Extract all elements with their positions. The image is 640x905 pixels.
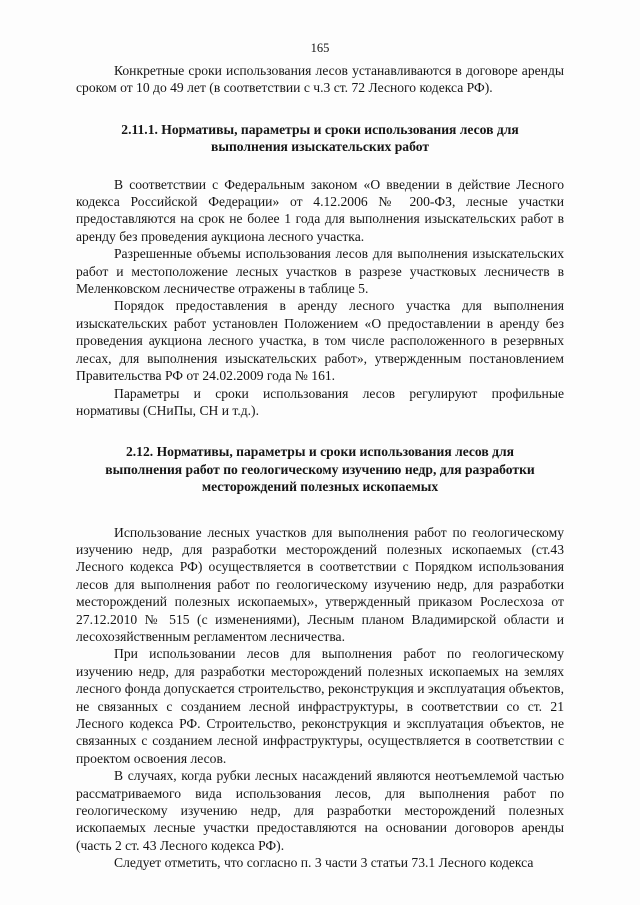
- paragraph-felling-cases: В случаях, когда рубки лесных насаждений являются неотъемлемой частью рассматриваемого вида использования лесов, для выполнения работ по геологическому изучению недр, для разработки месторождений полезных ископаемых лесные участки предоставляются на основании договоров аренды (часть 2 ст. 43 Лесного кодекса РФ).: [76, 768, 564, 853]
- paragraph-lease-procedure: Порядок предоставления в аренду лесного участка для выполнения изыскательских работ установлен Положением «О предоставлении в аренду без проведения аукциона лесного участка, в том числе расположенного в резервных лесах, для выполнения изыскательских работ», утвержденным постановлением Правительства РФ от 24.02.2009 года № 161.: [76, 298, 564, 384]
- paragraph-construction: При использовании лесов для выполнения работ по геологическому изучению недр, для разработки месторождений полезных ископаемых на землях лесного фонда допускается строительство, реконструкция и эксплуатация объектов, не связанных с созданием лесной инфраструктуры, в соответствии со ст. 21 Лесного кодекса РФ. Строительство, реконструкция и эксплуатация объектов, не связанных с созданием лесной инфраструктуры, осуществляется в соответствии с проектом освоения лесов.: [76, 646, 564, 766]
- section-heading-2-12: 2.12. Нормативы, параметры и сроки использования лесов для выполнения работ по геологическому изучению недр, для разработки месторождений полезных ископаемых: [105, 444, 535, 495]
- paragraph-land-use: Использование лесных участков для выполнения работ по геологическому изучению недр, для разработки месторождений полезных ископаемых (ст.43 Лесного кодекса РФ) осуществляется в соответствии с Порядком использования лесов для выполнения работ по геологическому изучению недр, для разработки месторождений полезных ископаемых», утвержденный приказом Рослесхоза от 27.12.2010 № 515 (с изменениями), Лесным планом Владимирской области и лесохозяйственным регламентом лесничества.: [76, 524, 564, 644]
- paragraph-federal-law: В соответствии с Федеральным законом «О введении в действие Лесного кодекса Российской Федерации» от 4.12.2006 № 200-ФЗ, лесные участки предоставляются на срок не более 1 года для выполнения изыскательских работ в аренду без проведения аукциона лесного участка.: [76, 176, 564, 244]
- page-number: 165: [310, 41, 330, 55]
- paragraph-lease-term: Конкретные сроки использования лесов устанавливаются в договоре аренды сроком от 10 до 49 лет (в соответствии с ч.3 ст. 72 Лесного кодекса РФ).: [76, 63, 564, 96]
- paragraph-permitted-volumes: Разрешенные объемы использования лесов для выполнения изыскательских работ и местоположение лесных участков в разрезе участковых лесничеств в Меленковском лесничестве отражены в таблице 5.: [76, 246, 564, 297]
- paragraph-note: Следует отметить, что согласно п. 3 части 3 статьи 73.1 Лесного кодекса: [114, 855, 534, 871]
- page-content: [76, 62, 564, 872]
- section-heading-2-11-1: 2.11.1. Нормативы, параметры и сроки использования лесов для выполнения изыскательских работ: [121, 121, 519, 155]
- paragraph-parameters: Параметры и сроки использования лесов регулируют профильные нормативы (СНиПы, СН и т.д.).: [76, 385, 564, 418]
